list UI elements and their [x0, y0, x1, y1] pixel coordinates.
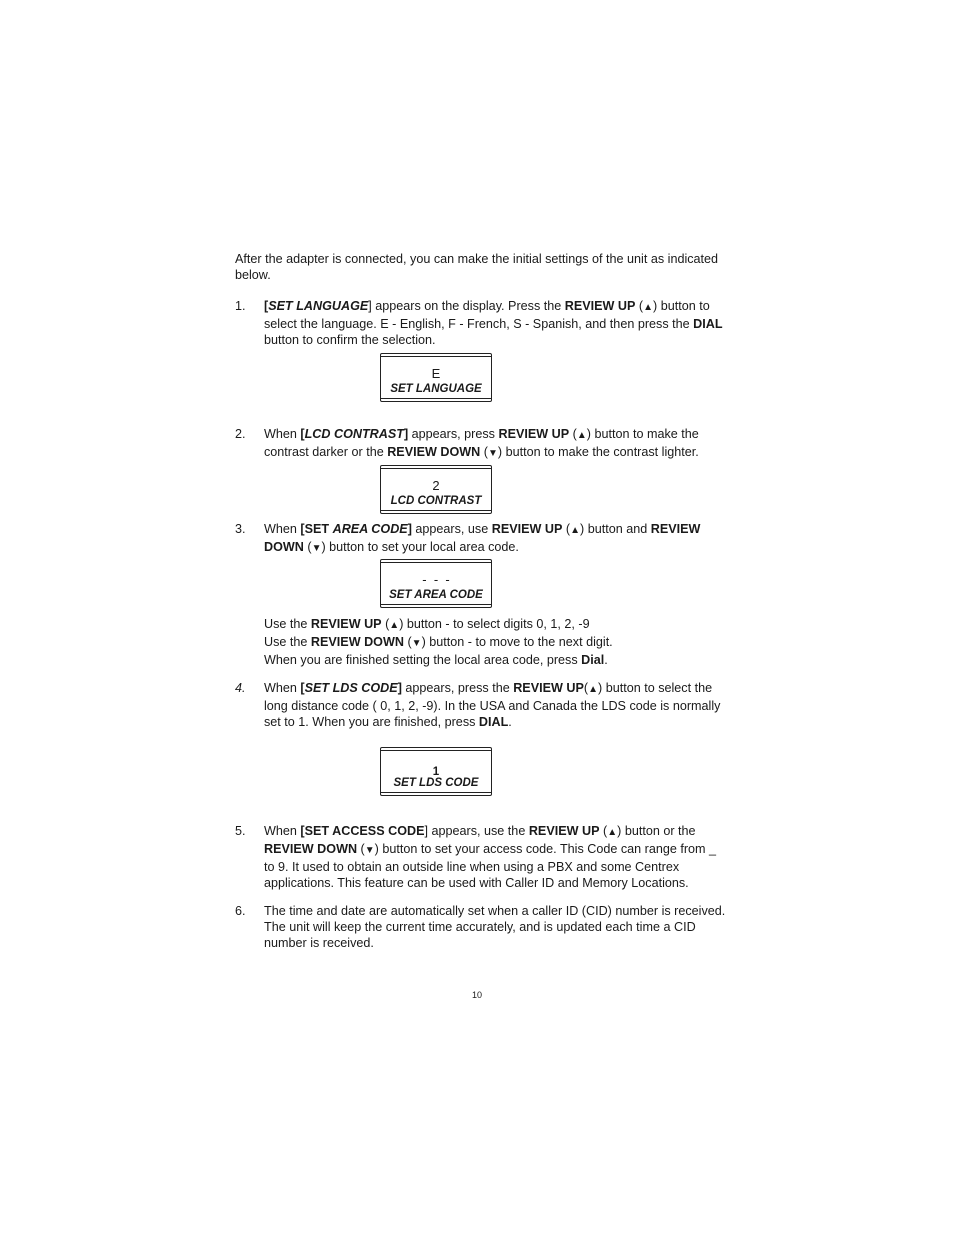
- step-5-line-1: When [SET ACCESS CODE] appears, use the REVIEW UP (▲) button or the: [264, 824, 696, 838]
- up-arrow-icon: ▲: [588, 684, 598, 695]
- step-number: 4.: [235, 681, 246, 695]
- step-5-line-3: to 9. It used to obtain an outside line when using a PBX and some Centrex: [264, 860, 680, 874]
- step-lds-code: [235, 680, 719, 730]
- lcd-value: E: [431, 366, 441, 381]
- lcd-label: SET LDS CODE: [393, 777, 479, 789]
- down-arrow-icon: ▼: [311, 543, 322, 554]
- step-4-line-1: When [SET LDS CODE] appears, press the REVIEW UP(▲) button to select the: [264, 681, 713, 695]
- step-area-code: [235, 521, 719, 557]
- step-number: 3.: [235, 522, 246, 536]
- lcd-display-lds-code: [380, 747, 492, 796]
- lcd-label: SET LANGUAGE: [390, 383, 482, 395]
- area-code-instructions: [264, 616, 724, 668]
- step-3-line-1: When [SET AREA CODE] appears, use REVIEW UP (▲) button and REVIEW: [264, 522, 701, 536]
- intro-line-1: After the adapter is connected, you can make the initial settings of the unit as indicated: [235, 252, 719, 266]
- step-6-line-3: number is received.: [264, 936, 374, 950]
- lcd-display-contrast: [380, 465, 492, 514]
- up-arrow-icon: ▲: [607, 827, 618, 838]
- intro-line-2: below.: [235, 268, 271, 282]
- up-arrow-icon: ▲: [576, 430, 587, 441]
- up-arrow-icon: ▲: [643, 302, 654, 313]
- up-arrow-icon: ▲: [389, 620, 400, 631]
- lcd-value: 1: [432, 766, 440, 778]
- step-4-line-2: long distance code ( 0, 1, 2, -9). In the USA and Canada the LDS code is normally: [264, 699, 721, 713]
- instruction-line-3: When you are finished setting the local area code, press Dial.: [264, 653, 608, 667]
- step-time-date: [235, 903, 726, 951]
- step-2-line-2: contrast darker or the REVIEW DOWN (▼) button to make the contrast lighter.: [264, 445, 699, 459]
- step-number: 2.: [235, 427, 246, 441]
- step-number: 6.: [235, 904, 246, 918]
- step-4-line-3: set to 1. When you are finished, press DIAL.: [264, 715, 512, 729]
- lcd-value: - - -: [422, 572, 450, 587]
- up-arrow-icon: ▲: [570, 525, 581, 536]
- step-5-line-2: REVIEW DOWN (▼) button to set your access code. This Code can range from _: [264, 842, 717, 856]
- lcd-display-area-code: [380, 559, 492, 608]
- step-number: 1.: [235, 299, 246, 313]
- lcd-label: LCD CONTRAST: [390, 495, 482, 507]
- instruction-line-2: Use the REVIEW DOWN (▼) button - to move to the next digit.: [264, 635, 613, 649]
- step-set-language: [235, 298, 723, 348]
- step-1-line-2: select the language. E - English, F - French, S - Spanish, and then press the DIAL: [264, 317, 723, 331]
- down-arrow-icon: ▼: [364, 845, 375, 856]
- step-3-line-2: DOWN (▼) button to set your local area code.: [264, 540, 519, 554]
- step-5-line-4: applications. This feature can be used with Caller ID and Memory Locations.: [264, 876, 689, 890]
- page-number: 10: [471, 990, 482, 1000]
- lcd-display-language: [380, 353, 492, 402]
- step-2-line-1: When [LCD CONTRAST] appears, press REVIEW UP (▲) button to make the: [264, 427, 699, 441]
- step-1-line-1: [SET LANGUAGE] appears on the display. Press the REVIEW UP (▲) button to: [264, 299, 710, 313]
- step-number: 5.: [235, 824, 246, 838]
- down-arrow-icon: ▼: [411, 638, 422, 649]
- lcd-label: SET AREA CODE: [389, 589, 483, 601]
- lcd-value: 2: [432, 478, 440, 493]
- down-arrow-icon: ▼: [487, 448, 498, 459]
- intro-paragraph: [235, 251, 719, 283]
- step-1-line-3: button to confirm the selection.: [264, 333, 436, 347]
- instruction-line-1: Use the REVIEW UP (▲) button - to select digits 0, 1, 2, -9: [264, 617, 590, 631]
- step-lcd-contrast: [235, 426, 719, 462]
- step-access-code: [235, 823, 719, 891]
- step-6-line-2: The unit will keep the current time accurately, and is updated each time a CID: [264, 920, 696, 934]
- step-6-line-1: The time and date are automatically set when a caller ID (CID) number is received.: [264, 904, 726, 918]
